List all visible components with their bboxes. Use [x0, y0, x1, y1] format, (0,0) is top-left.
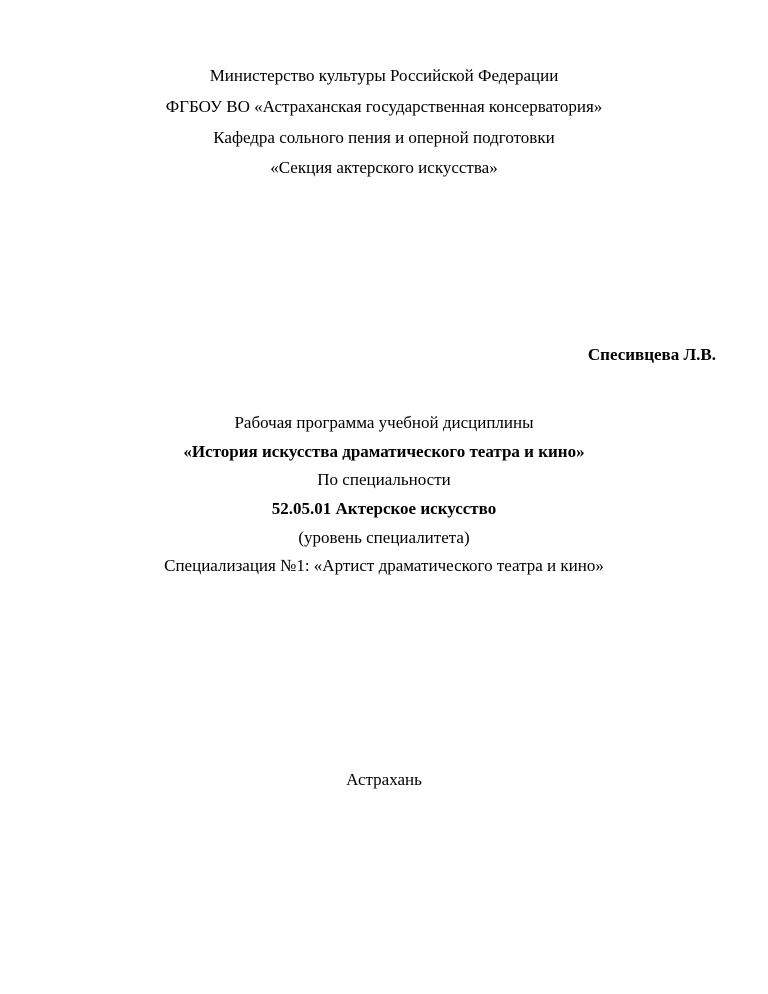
section-line: «Секция актерского искусства»: [270, 158, 498, 177]
department-line: Кафедра сольного пения и оперной подготовки: [213, 128, 555, 147]
institution-line: ФГБОУ ВО «Астраханская государственная консерватория»: [165, 97, 603, 116]
specialization-line: Специализация №1: «Артист драматического театра и кино»: [164, 556, 604, 575]
level-line: (уровень специалитета): [298, 528, 470, 547]
city-line: Астрахань: [346, 770, 422, 789]
discipline-title: «История искусства драматического театра и кино»: [183, 442, 585, 461]
specialty-code: 52.05.01 Актерское искусство: [271, 499, 497, 518]
specialty-label: По специальности: [317, 470, 451, 489]
ministry-line: Министерство культуры Российской Федерации: [209, 66, 559, 85]
author-name: Спесивцева Л.В.: [587, 345, 716, 364]
program-type: Рабочая программа учебной дисциплины: [234, 413, 534, 432]
